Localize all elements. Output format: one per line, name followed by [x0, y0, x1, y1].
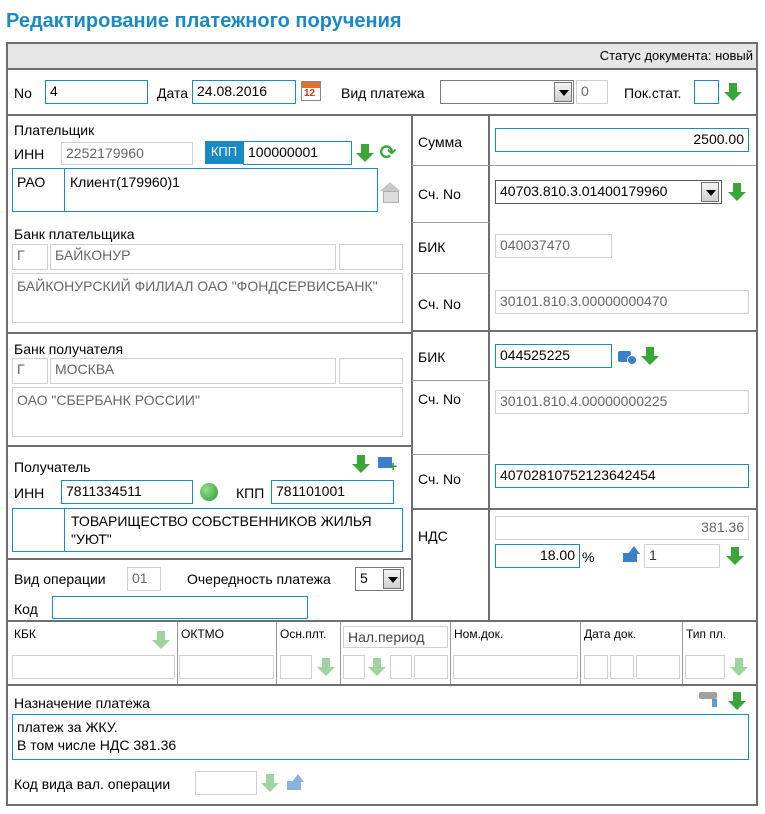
payment-order-label: Очередность платежа — [187, 571, 331, 587]
row-divider — [8, 114, 756, 116]
arrow-down-icon[interactable] — [727, 691, 747, 711]
upload-icon[interactable] — [622, 546, 642, 564]
payer-bank-extra — [339, 244, 403, 270]
payment-order-select[interactable]: 5 — [355, 567, 404, 591]
vat-label: НДС — [418, 528, 448, 544]
tax-period-label: Нал.период — [343, 626, 448, 648]
cell-divider — [682, 622, 683, 684]
cell-divider — [580, 622, 581, 684]
payer-name: Клиент(179960)1 — [70, 174, 180, 190]
date-label: Дата — [157, 85, 189, 101]
payer-inn-field: 2252179960 — [61, 142, 193, 165]
vat-amount-field: 381.36 — [495, 516, 749, 540]
payee-bank-extra — [339, 358, 403, 384]
sum-input[interactable]: 2500.00 — [495, 128, 749, 152]
document-status: Статус документа: новый — [599, 48, 753, 63]
arrow-down-icon[interactable] — [260, 773, 280, 793]
arrow-down-icon[interactable] — [316, 657, 336, 677]
chevron-down-icon[interactable] — [383, 569, 401, 589]
payee-corr-field: 30101.810.4.00000000225 — [495, 390, 749, 414]
arrow-down-icon[interactable] — [729, 657, 749, 677]
payer-section-label: Плательщик — [14, 122, 95, 138]
section-divider — [412, 508, 756, 510]
purpose-line-2: В том числе НДС 381.36 — [17, 737, 177, 753]
page-title: Редактирование платежного поручения — [6, 10, 402, 32]
row-divider — [8, 68, 756, 70]
cell-divider — [412, 273, 489, 274]
document-number-input[interactable]: 4 — [45, 80, 148, 104]
code-label: Код — [14, 601, 38, 617]
field-divider — [64, 169, 65, 211]
vat-rate-input[interactable]: 18.00 — [495, 544, 580, 568]
payer-org-type: РАО — [17, 174, 46, 190]
vat-percent-sign: % — [582, 549, 595, 565]
doc-date-field — [584, 655, 608, 679]
payee-corr-label: Сч. No — [418, 391, 461, 407]
payee-kpp-label: КПП — [236, 485, 265, 501]
payer-bik-field: 040037470 — [495, 234, 612, 258]
doc-date-field — [610, 655, 634, 679]
payee-bik-input[interactable]: 044525225 — [495, 344, 612, 368]
cell-divider — [276, 622, 277, 684]
payer-kpp-label: КПП — [205, 141, 243, 164]
tax-period-field — [390, 655, 412, 679]
tax-status-input[interactable] — [694, 80, 719, 104]
payee-inn-input[interactable]: 7811334511 — [61, 480, 193, 504]
payee-bank-city-prefix: Г — [12, 358, 48, 384]
cell-divider — [340, 622, 341, 684]
section-divider — [8, 445, 412, 447]
arrow-down-icon[interactable] — [640, 346, 660, 366]
arrow-down-icon[interactable] — [367, 657, 387, 677]
arrow-down-icon[interactable] — [727, 182, 747, 202]
cell-divider — [412, 222, 489, 223]
section-divider — [8, 558, 412, 560]
section-divider — [412, 330, 756, 332]
tax-period-field — [343, 655, 365, 679]
payee-name-input[interactable]: ТОВАРИЩЕСТВО СОБСТВЕННИКОВ ЖИЛЬЯ "УЮТ" — [12, 508, 403, 552]
operation-type-field: 01 — [127, 567, 161, 591]
payee-section-label: Получатель — [14, 459, 91, 475]
arrow-down-icon[interactable] — [355, 143, 375, 163]
status-ok-icon — [200, 483, 218, 501]
payee-inn-label: ИНН — [14, 485, 45, 501]
row-divider — [8, 620, 756, 622]
payee-bank-label: Банк получателя — [14, 341, 124, 357]
payee-bik-label: БИК — [418, 349, 446, 365]
kbk-label: КБК — [14, 627, 36, 641]
oktmo-field — [179, 655, 274, 679]
payee-kpp-input[interactable]: 781101001 — [271, 480, 394, 504]
payer-name-box[interactable] — [12, 168, 378, 212]
operation-type-label: Вид операции — [14, 571, 106, 587]
kbk-field — [12, 655, 175, 679]
chevron-down-icon[interactable] — [554, 82, 572, 102]
arrow-down-icon[interactable] — [351, 454, 371, 474]
payer-account-label: Сч. No — [418, 186, 461, 202]
currency-op-label: Код вида вал. операции — [14, 776, 171, 792]
payer-bank-label: Банк плательщика — [14, 226, 135, 242]
payment-kind-field — [685, 655, 725, 679]
tax-period-field — [414, 655, 448, 679]
purpose-textarea[interactable] — [12, 714, 749, 760]
column-divider — [411, 116, 413, 620]
add-contact-icon[interactable] — [378, 455, 398, 473]
bank-search-icon[interactable] — [617, 347, 637, 365]
payment-kind-label: Тип пл. — [686, 627, 727, 641]
cell-divider — [412, 380, 489, 381]
upload-icon[interactable] — [286, 774, 306, 792]
payment-type-label: Вид платежа — [341, 85, 425, 101]
calendar-icon[interactable]: 12 — [301, 81, 321, 101]
doc-date-field — [636, 655, 680, 679]
doc-number-field — [453, 655, 578, 679]
field-divider — [64, 509, 65, 551]
doc-date-label: Дата док. — [584, 627, 637, 641]
payer-bik-label: БИК — [418, 239, 446, 255]
vat-code-field: 1 — [644, 544, 720, 568]
oktmo-label: ОКТМО — [181, 627, 224, 641]
number-label: No — [14, 85, 32, 101]
payment-type-code: 0 — [576, 80, 608, 104]
purpose-label: Назначение платежа — [14, 695, 150, 711]
purpose-line-1: платеж за ЖКУ. — [17, 719, 118, 735]
cell-divider — [450, 622, 451, 684]
payee-account-input[interactable]: 40702810752123642454 — [495, 464, 749, 488]
section-divider — [8, 332, 412, 334]
date-input[interactable]: 24.08.2016 — [192, 80, 296, 104]
payer-bank-city-prefix: Г — [12, 244, 48, 270]
cell-divider — [412, 165, 756, 166]
cell-divider — [177, 622, 178, 684]
cell-divider — [412, 454, 489, 455]
refresh-icon[interactable]: ⟳ — [379, 142, 397, 164]
payee-account-label: Сч. No — [418, 471, 461, 487]
payer-corr-field: 30101.810.3.00000000470 — [495, 290, 749, 314]
column-divider — [488, 116, 490, 620]
arrow-down-icon[interactable] — [151, 630, 171, 650]
arrow-down-icon[interactable] — [725, 546, 745, 566]
doc-number-label: Ном.док. — [454, 627, 504, 641]
house-icon[interactable] — [379, 182, 401, 202]
sum-label: Сумма — [418, 134, 462, 150]
chevron-down-icon[interactable] — [701, 182, 719, 202]
payee-bank-city: МОСКВА — [50, 358, 336, 384]
payer-account-select[interactable]: 40703.810.3.01400179960 — [495, 180, 722, 204]
currency-op-field — [195, 771, 257, 795]
tax-status-label: Пок.стат. — [624, 85, 682, 101]
payer-bank-name: БАЙКОНУРСКИЙ ФИЛИАЛ ОАО "ФОНДСЕРВИСБАНК" — [12, 273, 403, 323]
code-input[interactable] — [52, 596, 308, 619]
row-divider — [8, 684, 756, 686]
template-icon[interactable] — [699, 689, 721, 709]
arrow-down-icon[interactable] — [723, 82, 743, 102]
basis-label: Осн.плт. — [280, 627, 327, 641]
payer-kpp-input[interactable]: 100000001 — [243, 141, 352, 165]
payee-bank-name: ОАО "СБЕРБАНК РОССИИ" — [12, 387, 403, 437]
payer-bank-city: БАЙКОНУР — [50, 244, 336, 270]
payer-inn-label: ИНН — [14, 146, 45, 162]
basis-field — [280, 655, 312, 679]
payer-corr-label: Сч. No — [418, 296, 461, 312]
